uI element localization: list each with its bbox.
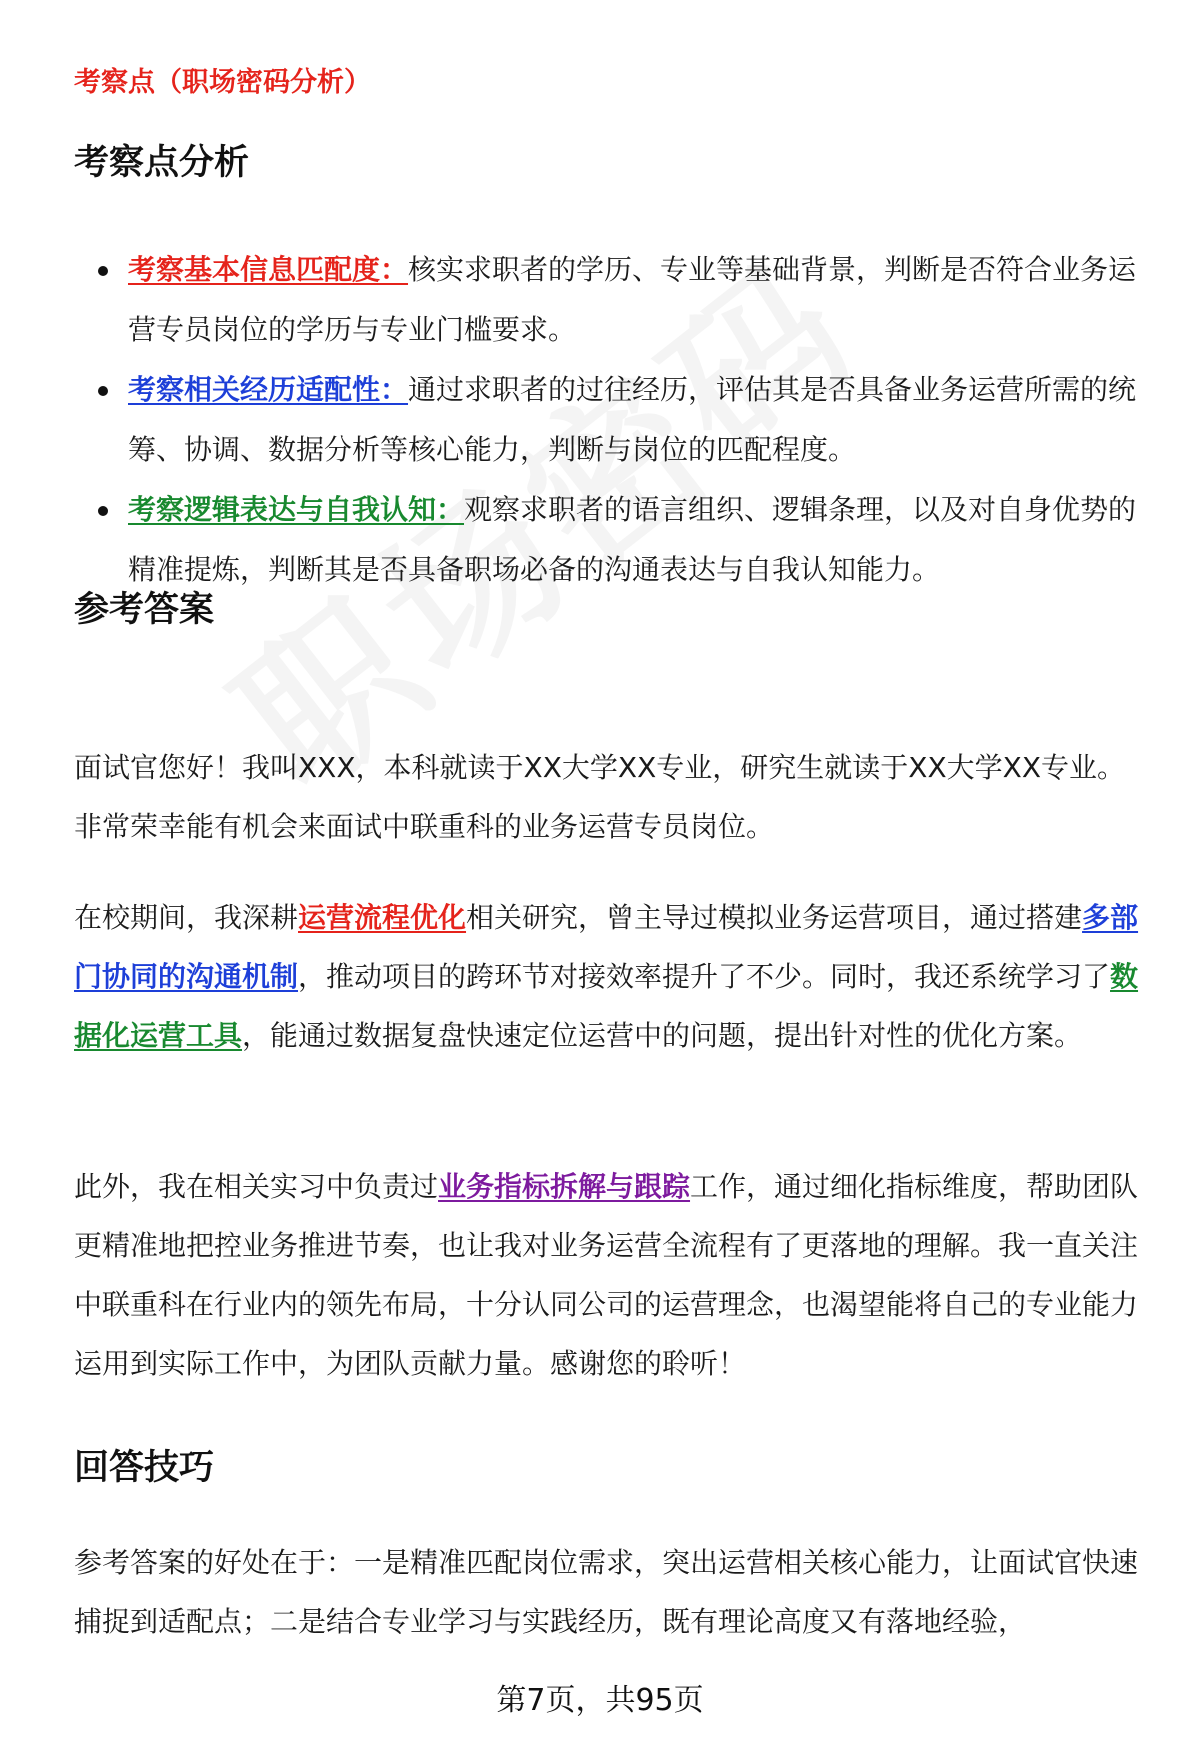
answer-heading: 参考答案 [74, 590, 215, 630]
answer-paragraph-3 [74, 1157, 1148, 1393]
text-span: ，推动项目的跨环节对接效率提升了不少。同时，我还系统学习了 [298, 960, 1111, 993]
keyword-highlight: 业务指标拆解与跟踪 [438, 1170, 691, 1203]
tips-heading: 回答技巧 [74, 1448, 215, 1488]
keyword-highlight: 数据化运营工具 [74, 960, 1139, 1052]
point-title: 考察相关经历适配性： [128, 373, 409, 406]
bullet-icon [98, 386, 108, 396]
point-title: 考察逻辑表达与自我认知： [128, 493, 465, 526]
text-span: ，能通过数据复盘快速定位运营中的问题，提出针对性的优化方案。 [242, 1019, 1083, 1052]
text-span: 相关研究，曾主导过模拟业务运营项目，通过搭建 [466, 901, 1083, 934]
list-item [74, 480, 1148, 600]
tips-paragraph: 参考答案的好处在于：一是精准匹配岗位需求，突出运营相关核心能力，让面试官快速捕捉到适配点；二是结合专业学习与实践经历，既有理论高度又有落地经验， [74, 1546, 1139, 1638]
answer-paragraph-1: 面试官您好！我叫XXX，本科就读于XX大学XX专业，研究生就读于XX大学XX专业。非常荣幸能有机会来面试中联重科的业务运营专员岗位。 [74, 751, 1126, 843]
list-item [74, 360, 1148, 480]
point-text: 观察求职者的语言组织、逻辑条理，以及对自身优势的精准提炼，判断其是否具备职场必备的沟通表达与自我认知能力。 [128, 493, 1137, 586]
text-span: 工作，通过细化指标维度，帮助团队更精准地把控业务推进节奏，也让我对业务运营全流程有了更落地的理解。我一直关注中联重科在行业内的领先布局，十分认同公司的运营理念，也渴望能将自己的专业能力运用到实际工作中，为团队贡献力量。感谢您的聆听！ [74, 1170, 1139, 1380]
point-text: 核实求职者的学历、专业等基础背景，判断是否符合业务运营专员岗位的学历与专业门槛要求。 [128, 253, 1137, 346]
list-item [74, 240, 1148, 360]
section-label: 考察点（职场密码分析） [74, 67, 371, 98]
point-text: 通过求职者的过往经历，评估其是否具备业务运营所需的统筹、协调、数据分析等核心能力，判断与岗位的匹配程度。 [128, 373, 1137, 466]
point-title: 考察基本信息匹配度： [128, 253, 409, 286]
answer-paragraph-2 [74, 888, 1148, 1065]
analysis-heading: 考察点分析 [74, 143, 250, 183]
text-span: 此外，我在相关实习中负责过 [74, 1170, 439, 1203]
bullet-icon [98, 506, 108, 516]
keyword-highlight: 多部门协同的沟通机制 [74, 901, 1139, 993]
text-span: 在校期间，我深耕 [74, 901, 299, 934]
page-number: 第7页，共95页 [496, 1683, 704, 1718]
analysis-points-list [74, 240, 1148, 600]
keyword-highlight: 运营流程优化 [298, 901, 467, 934]
bullet-icon [98, 266, 108, 276]
